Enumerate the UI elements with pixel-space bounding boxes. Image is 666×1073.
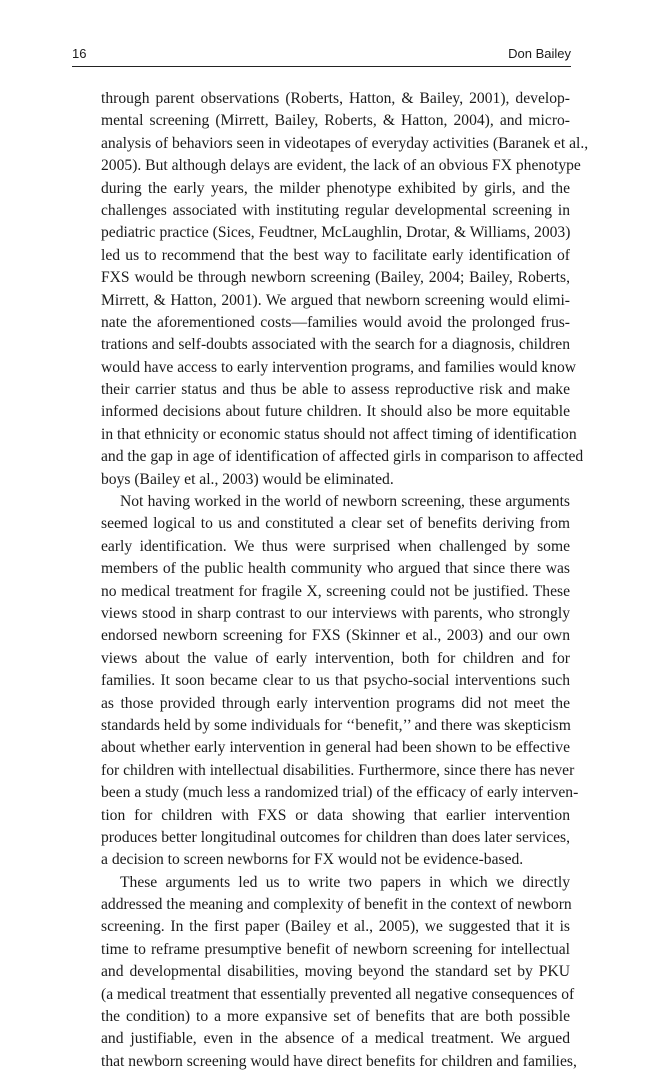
text-line: views stood in sharp contrast to our interviews with parents, who strongly	[101, 604, 570, 622]
text-line: led us to recommend that the best way to facilitate early identification of	[101, 246, 570, 264]
text-line: These arguments led us to write two papers in which we directly	[120, 873, 570, 891]
running-header-author: Don Bailey	[508, 46, 571, 61]
text-line: a decision to screen newborns for FX would not be evidence-based.	[101, 851, 524, 869]
text-line: their carrier status and thus be able to assess reproductive risk and make	[101, 381, 570, 399]
text-line: and developmental disabilities, moving beyond the standard set by PKU	[101, 963, 570, 981]
text-line: pediatric practice (Sices, Feudtner, McLaughlin, Drotar, & Williams, 2003)	[101, 224, 571, 242]
paragraph	[101, 88, 589, 491]
text-line: nate the aforementioned costs—families would avoid the prolonged frus-	[101, 313, 570, 331]
text-line: during the early years, the milder phenotype exhibited by girls, and the	[101, 179, 570, 197]
body-text	[101, 88, 589, 1073]
text-line: and the gap in age of identification of affected girls in comparison to affected	[101, 448, 584, 466]
text-line: no medical treatment for fragile X, screening could not be justified. These	[101, 582, 570, 600]
text-line: families. It soon became clear to us that psycho-social interventions such	[101, 672, 570, 690]
text-line: seemed logical to us and constituted a clear set of benefits deriving from	[101, 515, 570, 533]
text-line: produces better longitudinal outcomes for children than does later services,	[101, 828, 570, 846]
text-line: Mirrett, & Hatton, 2001). We argued that newborn screening would elimi-	[101, 291, 570, 309]
paragraph	[101, 872, 577, 1073]
page-number: 16	[72, 46, 87, 61]
text-line: analysis of behaviors seen in videotapes of everyday activities (Baranek et al.,	[101, 134, 589, 152]
text-line: informed decisions about future children. It should also be more equitable	[101, 403, 570, 421]
text-line: mental screening (Mirrett, Bailey, Roberts, & Hatton, 2004), and micro-	[101, 112, 570, 130]
paragraph	[101, 491, 579, 872]
text-line: trations and self-doubts associated with the search for a diagnosis, children	[101, 336, 570, 354]
text-line: challenges associated with instituting regular developmental screening in	[101, 201, 570, 219]
text-line: addressed the meaning and complexity of benefit in the context of newborn	[101, 896, 572, 914]
text-line: in that ethnicity or economic status should not affect timing of identification	[101, 425, 577, 443]
text-line: and justifiable, even in the absence of a medical treatment. We argued	[101, 1030, 570, 1048]
text-line: the condition) to a more expansive set of benefits that are both possible	[101, 1008, 570, 1026]
text-line: tion for children with FXS or data showing that earlier intervention	[101, 806, 570, 824]
text-line: early identification. We thus were surprised when challenged by some	[101, 537, 570, 555]
text-line: would have access to early intervention programs, and families would know	[101, 358, 577, 376]
text-line: Not having worked in the world of newborn screening, these arguments	[120, 493, 570, 511]
text-line: time to reframe presumptive benefit of newborn screening for intellectual	[101, 940, 570, 958]
text-line: as those provided through early intervention programs did not meet the	[101, 694, 570, 712]
text-line: (a medical treatment that essentially prevented all negative consequences of	[101, 985, 575, 1003]
text-line: through parent observations (Roberts, Hatton, & Bailey, 2001), develop-	[101, 90, 570, 107]
running-header	[72, 44, 571, 67]
text-line: screening. In the first paper (Bailey et al., 2005), we suggested that it is	[101, 918, 570, 936]
text-line: about whether early intervention in general had been shown to be effective	[101, 739, 570, 757]
text-line: endorsed newborn screening for FXS (Skinner et al., 2003) and our own	[101, 627, 570, 645]
text-line: standards held by some individuals for ‘‘benefit,’’ and there was skepticism	[101, 716, 571, 734]
text-line: members of the public health community who argued that since there was	[101, 560, 570, 578]
text-line: 2005). But although delays are evident, the lack of an obvious FX phenotype	[101, 157, 581, 175]
text-line: FXS would be through newborn screening (Bailey, 2004; Bailey, Roberts,	[101, 269, 570, 287]
text-line: been a study (much less a randomized trial) of the efficacy of early interven-	[101, 784, 579, 802]
text-line: boys (Bailey et al., 2003) would be eliminated.	[101, 470, 394, 488]
text-line: views about the value of early intervention, both for children and for	[101, 649, 570, 667]
text-line: for children with intellectual disabilities. Furthermore, since there has never	[101, 761, 575, 779]
text-line: that newborn screening would have direct benefits for children and families,	[101, 1052, 577, 1070]
